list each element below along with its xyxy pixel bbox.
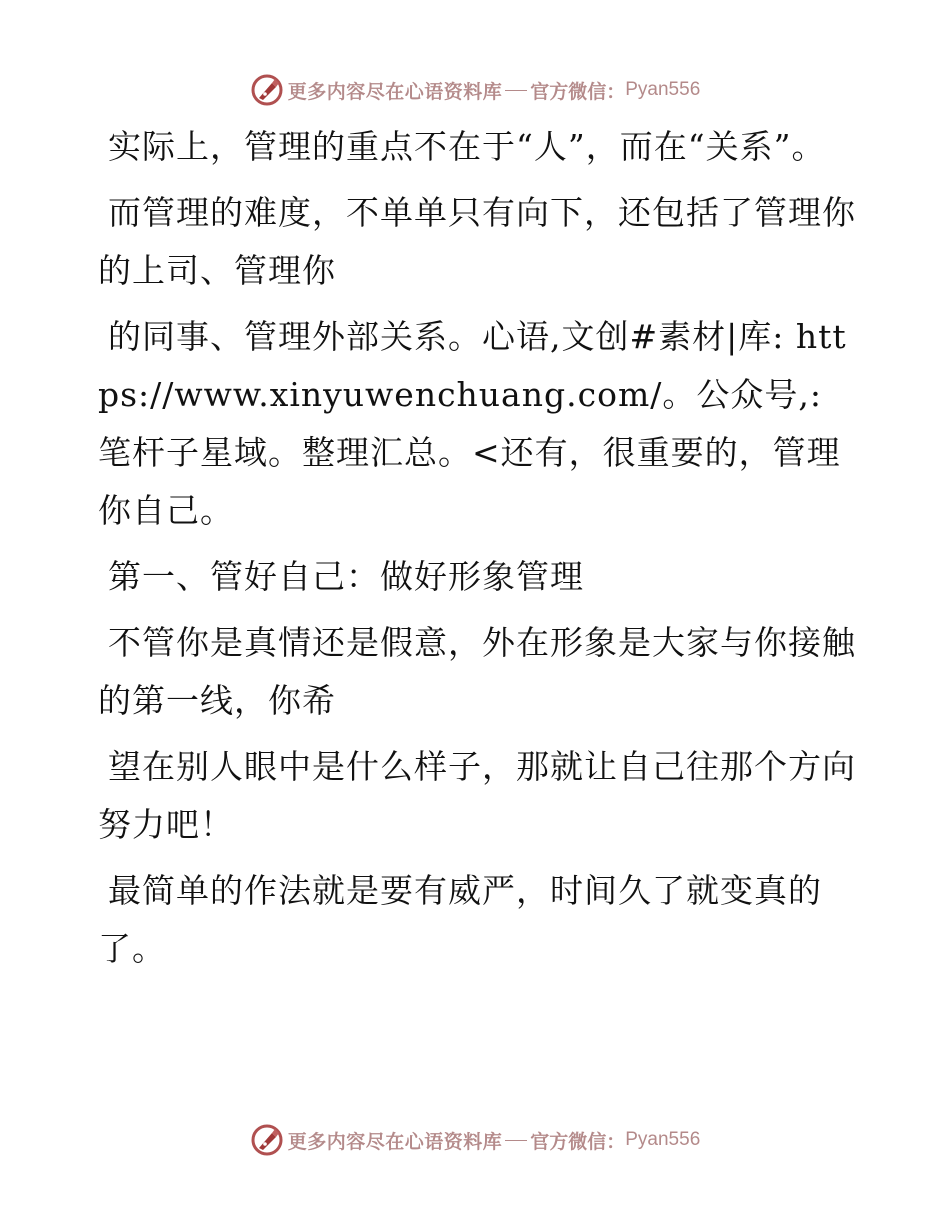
header-wechat-label: 官方微信： xyxy=(530,80,626,103)
page-footer-watermark xyxy=(0,1120,950,1160)
paragraph-1: 实际上，管理的重点不在于“人”，而在“关系”。 xyxy=(108,127,826,166)
section-heading: 第一、管好自己：做好形象管理 xyxy=(108,557,584,596)
paragraph-4: 不管你是真情还是假意，外在形象是大家与你接触的第一线，你希 xyxy=(98,623,856,720)
footer-watermark-text: 更多内容尽在心语资料库 xyxy=(287,1130,503,1153)
paragraph-2: 而管理的难度，不单单只有向下，还包括了管理你的上司、管理你 xyxy=(98,193,856,290)
paragraph-5: 望在别人眼中是什么样子，那就让自己往那个方向努力吧！ xyxy=(98,747,856,844)
pen-nib-circle-icon xyxy=(250,73,284,107)
page-header-watermark xyxy=(0,70,950,110)
document-body xyxy=(98,118,858,986)
paragraph-6: 最简单的作法就是要有威严，时间久了就变真的了。 xyxy=(98,871,822,968)
pen-nib-circle-icon xyxy=(250,1123,284,1157)
paragraph-3: 的同事、管理外部关系。心语,文创#素材|库: https://www.xinyuwenchuang.com/。公众号,: 笔杆子星域。整理汇总。<还有，很重要的，管理你自己。 xyxy=(98,317,847,530)
header-dash xyxy=(505,90,527,91)
footer-wechat-id: Pyan556 xyxy=(625,1129,701,1150)
header-wechat-id: Pyan556 xyxy=(625,79,701,100)
header-watermark-text: 更多内容尽在心语资料库 xyxy=(287,80,503,103)
footer-dash xyxy=(505,1140,527,1141)
footer-wechat-label: 官方微信： xyxy=(530,1130,626,1153)
